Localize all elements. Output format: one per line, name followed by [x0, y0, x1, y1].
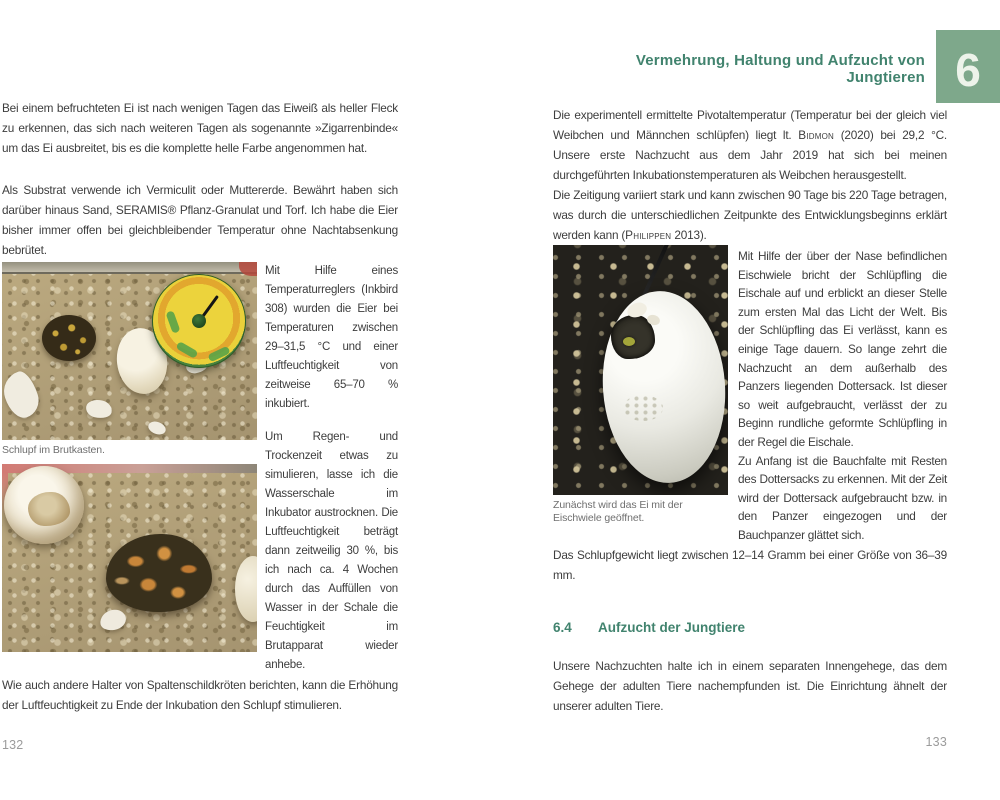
- photo-egg-pipping: [553, 245, 728, 495]
- eggshell-fragment: [98, 608, 127, 632]
- paragraph-substrate: Als Substrat verwende ich Vermiculit oder Muttererde. Bewährt haben sich darüber hinaus Sand, SERAMIS® Pflanz-Granulat und Torf. Ich habe die Eier bisher immer offen bei gleichbleibender Temperatur ohne Nachtabsenkung bebrütet.: [2, 183, 398, 257]
- tortoise-hatchling: [106, 534, 212, 612]
- eggshell-fragment: [84, 397, 113, 420]
- photo-hatchling-shell: [2, 464, 257, 652]
- paragraph-incubation-settings: Mit Hilfe eines Temperaturreglers (Inkbird 308) wurden die Eier bei Temperaturen zwischen 29–31,5 °C und einer Luftfeuchtigkeit von zeitweise 65–70 % inkubiert.: [265, 265, 398, 410]
- incubator-rim: [2, 262, 257, 274]
- egg-at-edge: [235, 556, 257, 622]
- gauge-scale-mark: [165, 310, 180, 333]
- paragraph-rearing: Unsere Nachzuchten halte ich in einem separaten Innengehege, das dem Gehege der adulten Tiere nachempfunden ist. Die Einrichtung ähnelt der unserer adulten Tiere.: [553, 659, 947, 713]
- paragraph-humidity-hatching: Wie auch andere Halter von Spaltenschildkröten berichten, kann die Erhöhung der Luftfeuchtigkeit zu Ende der Inkubation den Schlupf stimulieren.: [2, 678, 398, 712]
- text-segment: 2013).: [671, 228, 707, 242]
- eggshell-opening: [28, 492, 70, 526]
- right-narrow-column: [738, 247, 947, 545]
- author-citation: Philippen: [625, 228, 672, 242]
- text-segment: Die Zeitigung variiert stark und kann zwischen 90 Tage bis 220 Tage betragen, was durch die unterschiedlichen Zeitpunkte des Entwicklungsbeginns erklärt werden kann (: [553, 188, 947, 242]
- section-heading: [553, 620, 947, 635]
- page-left: [2, 98, 398, 788]
- author-citation: Bidmon: [798, 128, 834, 142]
- page-number: 132: [2, 738, 24, 752]
- eggshell-fragment: [2, 368, 43, 422]
- paragraph-yolk-sac: Zu Anfang ist die Bauchfalte mit Resten des Dottersacks zu erkennen. Mit der Zeit wird der Dottersack aufgebraucht bzw. in den Panzer eingezogen und der Bauchpanzer glättet sich.: [738, 453, 947, 542]
- thermometer-gauge: [152, 274, 246, 368]
- right-figure-image: [553, 245, 728, 525]
- figure-caption: Zunächst wird das Ei mit der Eischwiele geöffnet.: [553, 499, 683, 524]
- left-narrow-column: [265, 262, 398, 675]
- eggshell-fragment: [146, 419, 167, 436]
- chapter-number: 6: [955, 43, 981, 96]
- gauge-center-cap: [192, 314, 206, 328]
- intro-paragraphs: [553, 105, 947, 245]
- paragraph-rain-dry-season: Um Regen- und Trockenzeit etwas zu simulieren, lasse ich die Wasserschale im Inkubator austrocknen. Die Luftfeuchtigkeit beträgt dann zeitweilig 30 %, bis ich nach ca. 4 Wochen durch das Auffüllen von Wasser in der Schale die Feuchtigkeit im Brutapparat wieder anhebe.: [265, 431, 398, 671]
- chapter-header: Vermehrung, Haltung und Aufzucht von Jungtieren: [635, 52, 925, 86]
- left-figure-images: [2, 262, 257, 652]
- paragraph-eischwiele: Mit Hilfe der über der Nase befindlichen Eischwiele bricht der Schlüpfling die Eischale auf und erblickt an dieser Stelle zum ersten Mal das Licht der Welt. Bis der Schlüpfling das Ei verlässt, kann es einige Tage dauern. So lange zehrt die Nachzucht an dem außerhalb des Panzers liegenden Dottersack. Ist dieser so weit aufgebraucht, verlässt der zu Beginn rundliche geformte Schlüpfling in der Regel die Eischale.: [738, 249, 947, 449]
- left-figure-block: [2, 262, 398, 675]
- hatchling-head: [623, 337, 635, 346]
- section-number: 6.4: [553, 620, 572, 635]
- text-segment: (2020) bei 29,2 °C. Unsere erste Nachzucht aus dem Jahr 2019 hat sich bei meinen durchgeführten Inkubationstemperaturen als Weibchen herausgestellt.: [553, 128, 947, 182]
- page-right: [553, 30, 947, 790]
- gauge-scale-mark: [175, 341, 198, 359]
- right-figure-block: [553, 245, 947, 545]
- photo-incubator: [2, 262, 257, 440]
- egg-speckles: [623, 395, 663, 421]
- hatching-egg: [596, 287, 728, 487]
- paragraph-incubation-duration: [553, 185, 947, 245]
- tortoise-hatchling: [42, 315, 96, 361]
- section-title: Aufzucht der Jungtiere: [598, 620, 746, 635]
- chapter-number-box: [936, 30, 1000, 103]
- opened-eggshell: [4, 466, 84, 544]
- gauge-scale-mark: [207, 346, 230, 363]
- paragraph-hatch-weight: Das Schlupfgewicht liegt zwischen 12–14 Gramm bei einer Größe von 36–39 mm.: [553, 548, 947, 582]
- text-segment: Die experimentell ermittelte Pivotaltemperatur (Temperatur bei der gleich viel Weibchen und Männchen schlüpfen) liegt lt.: [553, 108, 947, 142]
- paragraph-egg-development: Bei einem befruchteten Ei ist nach wenigen Tagen das Eiweiß als heller Fleck zu erkennen, das sich nach weiteren Tagen als sogenannte »Zigarrenbinde« um das Ei ausbreitet, bis es die komplette helle Farbe angenommen hat.: [2, 101, 398, 155]
- figure-caption: Schlupf im Brutkasten.: [2, 444, 105, 456]
- paragraph-pivotal-temperature: [553, 105, 947, 185]
- page-number: 133: [925, 735, 947, 749]
